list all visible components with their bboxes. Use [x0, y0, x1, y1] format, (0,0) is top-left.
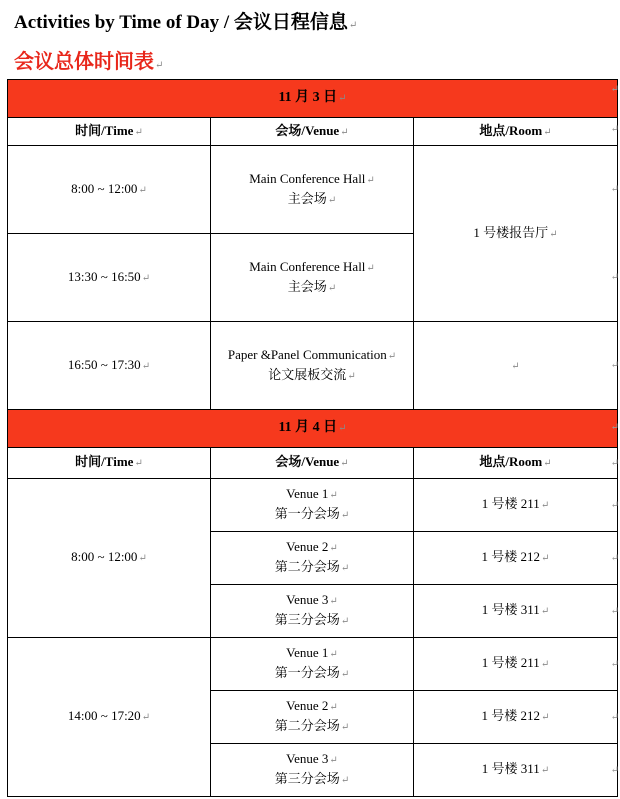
venue-zh-text: 第一分会场 [274, 665, 340, 680]
venue-zh-text: 第三分会场 [274, 771, 340, 786]
venue-zh-text: 主会场 [287, 278, 327, 294]
venue-en-text: Venue 2 [286, 698, 329, 713]
paragraph-mark-icon: ↵ [340, 669, 350, 680]
date-label: 11 月 4 日 [278, 420, 338, 435]
room-cell [414, 638, 618, 691]
room-text: 1 号楼 311 [481, 761, 540, 776]
venue-zh-text: 论文展板交流 [268, 366, 347, 382]
paragraph-mark-icon: ↵ [329, 702, 338, 713]
table-row [8, 146, 618, 234]
schedule-table [7, 79, 618, 797]
header-time [8, 448, 211, 479]
room-cell [414, 532, 618, 585]
venue-cell [211, 744, 414, 797]
header-time [8, 118, 211, 146]
header-time-label: 时间/Time [75, 122, 134, 138]
header-room-label: 地点/Room [479, 454, 543, 469]
venue-zh-text: 第三分会场 [274, 612, 340, 627]
room-text: 1 号楼报告厅 [473, 224, 549, 240]
row-end-mark-icon: ↵ [610, 606, 619, 617]
paragraph-mark-icon: ↵ [340, 722, 350, 733]
venue-cell [211, 322, 414, 410]
paragraph-mark-icon: ↵ [540, 765, 550, 776]
paragraph-mark-icon: ↵ [540, 606, 550, 617]
header-time-label: 时间/Time [75, 454, 134, 469]
venue-zh-text: 第一分会场 [274, 506, 340, 521]
date-cell-day2 [8, 410, 618, 448]
row-end-mark-icon: ↵ [610, 272, 619, 283]
paragraph-mark-icon: ↵ [543, 458, 552, 469]
venue-zh-text: 第二分会场 [274, 718, 340, 733]
time-text: 8:00 ~ 12:00 [71, 180, 138, 196]
paragraph-mark-icon: ↵ [329, 490, 338, 501]
paragraph-mark-icon: ↵ [329, 543, 338, 554]
room-text: 1 号楼 212 [481, 708, 541, 723]
header-venue [211, 448, 414, 479]
column-header-row [8, 448, 618, 479]
row-end-mark-icon: ↵ [610, 765, 619, 776]
paragraph-mark-icon: ↵ [340, 775, 350, 786]
paragraph-mark-icon: ↵ [348, 20, 358, 31]
paragraph-mark-icon: ↵ [549, 228, 558, 240]
paragraph-mark-icon: ↵ [329, 649, 338, 660]
row-end-mark-icon: ↵ [610, 124, 619, 135]
room-cell [414, 744, 618, 797]
row-end-mark-icon: ↵ [610, 659, 619, 670]
row-end-mark-icon: ↵ [610, 422, 619, 433]
row-end-mark-icon: ↵ [610, 184, 619, 195]
venue-en-text: Paper &Panel Communication [227, 346, 387, 362]
paragraph-mark-icon: ↵ [138, 553, 147, 564]
paragraph-mark-icon: ↵ [340, 458, 349, 469]
paragraph-mark-icon: ↵ [138, 184, 147, 196]
row-end-mark-icon: ↵ [610, 500, 619, 511]
table-row [8, 638, 618, 691]
time-text: 8:00 ~ 12:00 [71, 549, 138, 564]
venue-cell [211, 479, 414, 532]
paragraph-mark-icon: ↵ [155, 60, 164, 71]
paragraph-mark-icon: ↵ [338, 93, 347, 104]
venue-cell [211, 146, 414, 234]
column-header-row [8, 118, 618, 146]
venue-cell [211, 532, 414, 585]
page-title-text: Activities by Time of Day / 会议日程信息 [14, 12, 348, 33]
paragraph-mark-icon: ↵ [141, 712, 151, 723]
table-row [8, 322, 618, 410]
venue-en-text: Venue 3 [286, 592, 329, 607]
header-venue-label: 会场/Venue [275, 454, 340, 469]
paragraph-mark-icon: ↵ [340, 563, 350, 574]
paragraph-mark-icon: ↵ [327, 282, 337, 294]
date-label: 11 月 3 日 [278, 90, 338, 105]
date-row-day1 [8, 80, 618, 118]
header-room-label: 地点/Room [479, 122, 543, 138]
paragraph-mark-icon: ↵ [540, 500, 550, 511]
venue-en-text: Main Conference Hall [249, 258, 366, 274]
row-end-mark-icon: ↵ [610, 360, 619, 371]
paragraph-mark-icon: ↵ [541, 712, 550, 723]
paragraph-mark-icon: ↵ [134, 458, 143, 469]
paragraph-mark-icon: ↵ [543, 126, 552, 138]
paragraph-mark-icon: ↵ [340, 126, 349, 138]
room-text: 1 号楼 311 [481, 602, 540, 617]
schedule-subtitle-text: 会议总体时间表 [14, 51, 154, 73]
date-cell-day1 [8, 80, 618, 118]
schedule-subtitle [14, 45, 163, 74]
room-text: 1 号楼 211 [481, 496, 540, 511]
venue-en-text: Main Conference Hall [249, 170, 366, 186]
room-cell [414, 479, 618, 532]
header-room [414, 118, 618, 146]
venue-cell [211, 234, 414, 322]
paragraph-mark-icon: ↵ [541, 553, 550, 564]
paragraph-mark-icon: ↵ [338, 423, 347, 434]
time-text: 13:30 ~ 16:50 [67, 268, 141, 284]
venue-cell [211, 638, 414, 691]
venue-en-text: Venue 3 [286, 751, 329, 766]
paragraph-mark-icon: ↵ [141, 360, 151, 372]
row-end-mark-icon: ↵ [610, 458, 619, 469]
row-end-mark-icon: ↵ [610, 84, 619, 95]
paragraph-mark-icon: ↵ [340, 510, 350, 521]
room-cell [414, 146, 618, 322]
time-cell [8, 234, 211, 322]
venue-cell [211, 585, 414, 638]
venue-zh-text: 主会场 [287, 190, 327, 206]
time-cell [8, 479, 211, 638]
paragraph-mark-icon: ↵ [540, 659, 550, 670]
venue-en-text: Venue 1 [286, 486, 329, 501]
time-cell [8, 638, 211, 797]
venue-cell [211, 691, 414, 744]
date-row-day2 [8, 410, 618, 448]
room-text: 1 号楼 212 [481, 549, 541, 564]
table-row [8, 479, 618, 532]
row-end-mark-icon: ↵ [610, 553, 619, 564]
paragraph-mark-icon: ↵ [387, 350, 397, 362]
paragraph-mark-icon: ↵ [366, 174, 375, 186]
header-room [414, 448, 618, 479]
paragraph-mark-icon: ↵ [141, 272, 151, 284]
time-text: 16:50 ~ 17:30 [67, 356, 141, 372]
venue-zh-text: 第二分会场 [274, 559, 340, 574]
time-text: 14:00 ~ 17:20 [67, 708, 141, 723]
paragraph-mark-icon: ↵ [134, 126, 143, 138]
paragraph-mark-icon: ↵ [327, 194, 337, 206]
header-venue-label: 会场/Venue [275, 122, 340, 138]
time-cell [8, 146, 211, 234]
paragraph-mark-icon: ↵ [329, 755, 338, 766]
paragraph-mark-icon: ↵ [347, 370, 356, 382]
venue-en-text: Venue 1 [286, 645, 329, 660]
row-end-mark-icon: ↵ [610, 712, 619, 723]
paragraph-mark-icon: ↵ [511, 360, 520, 372]
paragraph-mark-icon: ↵ [366, 262, 375, 274]
room-cell [414, 585, 618, 638]
venue-en-text: Venue 2 [286, 539, 329, 554]
time-cell [8, 322, 211, 410]
page-title [14, 7, 357, 34]
room-text: 1 号楼 211 [481, 655, 540, 670]
room-cell [414, 691, 618, 744]
paragraph-mark-icon: ↵ [340, 616, 350, 627]
paragraph-mark-icon: ↵ [329, 596, 338, 607]
room-cell-empty [414, 322, 618, 410]
header-venue [211, 118, 414, 146]
